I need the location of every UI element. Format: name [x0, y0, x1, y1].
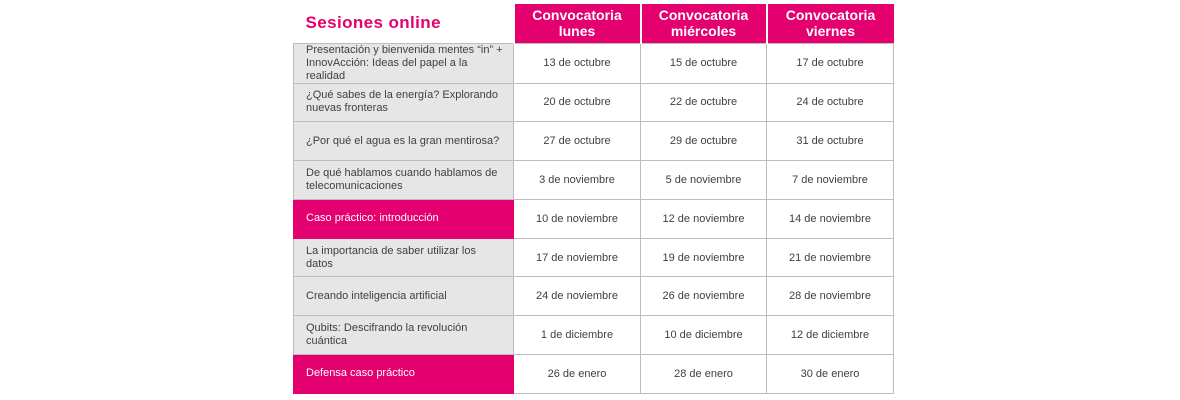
header-wednesday — [641, 4, 767, 43]
date-monday: 27 de octubre — [514, 122, 641, 161]
date-friday: 7 de noviembre — [767, 161, 894, 200]
header-line2: lunes — [558, 23, 596, 40]
header-line2: miércoles — [670, 23, 737, 40]
header-row — [294, 4, 894, 43]
table-row — [294, 43, 894, 83]
session-name: De qué hablamos cuando hablamos de telecomunicaciones — [294, 161, 514, 200]
session-name: ¿Qué sabes de la energía? Explorando nuevas fronteras — [294, 83, 514, 122]
session-name: La importancia de saber utilizar los datos — [294, 238, 514, 277]
table-row — [294, 161, 894, 200]
date-friday: 28 de noviembre — [767, 277, 894, 316]
session-name: Qubits: Descifrando la revolución cuántica — [294, 316, 514, 355]
date-friday: 30 de enero — [767, 355, 894, 394]
table-row — [294, 122, 894, 161]
table-row — [294, 316, 894, 355]
date-wednesday: 5 de noviembre — [641, 161, 767, 200]
table-row — [294, 238, 894, 277]
table-title: Sesiones online — [294, 4, 514, 43]
date-wednesday: 28 de enero — [641, 355, 767, 394]
date-monday: 17 de noviembre — [514, 238, 641, 277]
date-wednesday: 19 de noviembre — [641, 238, 767, 277]
date-wednesday: 10 de diciembre — [641, 316, 767, 355]
date-monday: 26 de enero — [514, 355, 641, 394]
header-line1: Convocatoria — [532, 7, 622, 24]
date-friday: 31 de octubre — [767, 122, 894, 161]
header-friday — [767, 4, 894, 43]
date-wednesday: 12 de noviembre — [641, 199, 767, 238]
header-line2: viernes — [805, 23, 856, 40]
date-wednesday: 29 de octubre — [641, 122, 767, 161]
date-wednesday: 15 de octubre — [641, 43, 767, 83]
date-monday: 1 de diciembre — [514, 316, 641, 355]
date-friday: 14 de noviembre — [767, 199, 894, 238]
session-name: ¿Por qué el agua es la gran mentirosa? — [294, 122, 514, 161]
table-row — [294, 83, 894, 122]
date-friday: 24 de octubre — [767, 83, 894, 122]
header-monday — [514, 4, 641, 43]
table-row-highlight — [294, 199, 894, 238]
session-name: Presentación y bienvenida mentes “in” + InnovAcción: Ideas del papel a la realidad — [294, 43, 514, 83]
header-line1: Convocatoria — [785, 7, 876, 24]
date-friday: 21 de noviembre — [767, 238, 894, 277]
session-name: Creando inteligencia artificial — [294, 277, 514, 316]
table-row-highlight — [294, 355, 894, 394]
date-monday: 24 de noviembre — [514, 277, 641, 316]
date-wednesday: 26 de noviembre — [641, 277, 767, 316]
date-monday: 13 de octubre — [514, 43, 641, 83]
header-line1: Convocatoria — [658, 7, 749, 24]
sessions-table — [293, 4, 894, 394]
table-row — [294, 277, 894, 316]
session-name-highlight: Defensa caso práctico — [294, 355, 514, 394]
date-monday: 20 de octubre — [514, 83, 641, 122]
date-monday: 3 de noviembre — [514, 161, 641, 200]
date-friday: 17 de octubre — [767, 43, 894, 83]
session-name-highlight: Caso práctico: introducción — [294, 199, 514, 238]
date-friday: 12 de diciembre — [767, 316, 894, 355]
date-wednesday: 22 de octubre — [641, 83, 767, 122]
date-monday: 10 de noviembre — [514, 199, 641, 238]
